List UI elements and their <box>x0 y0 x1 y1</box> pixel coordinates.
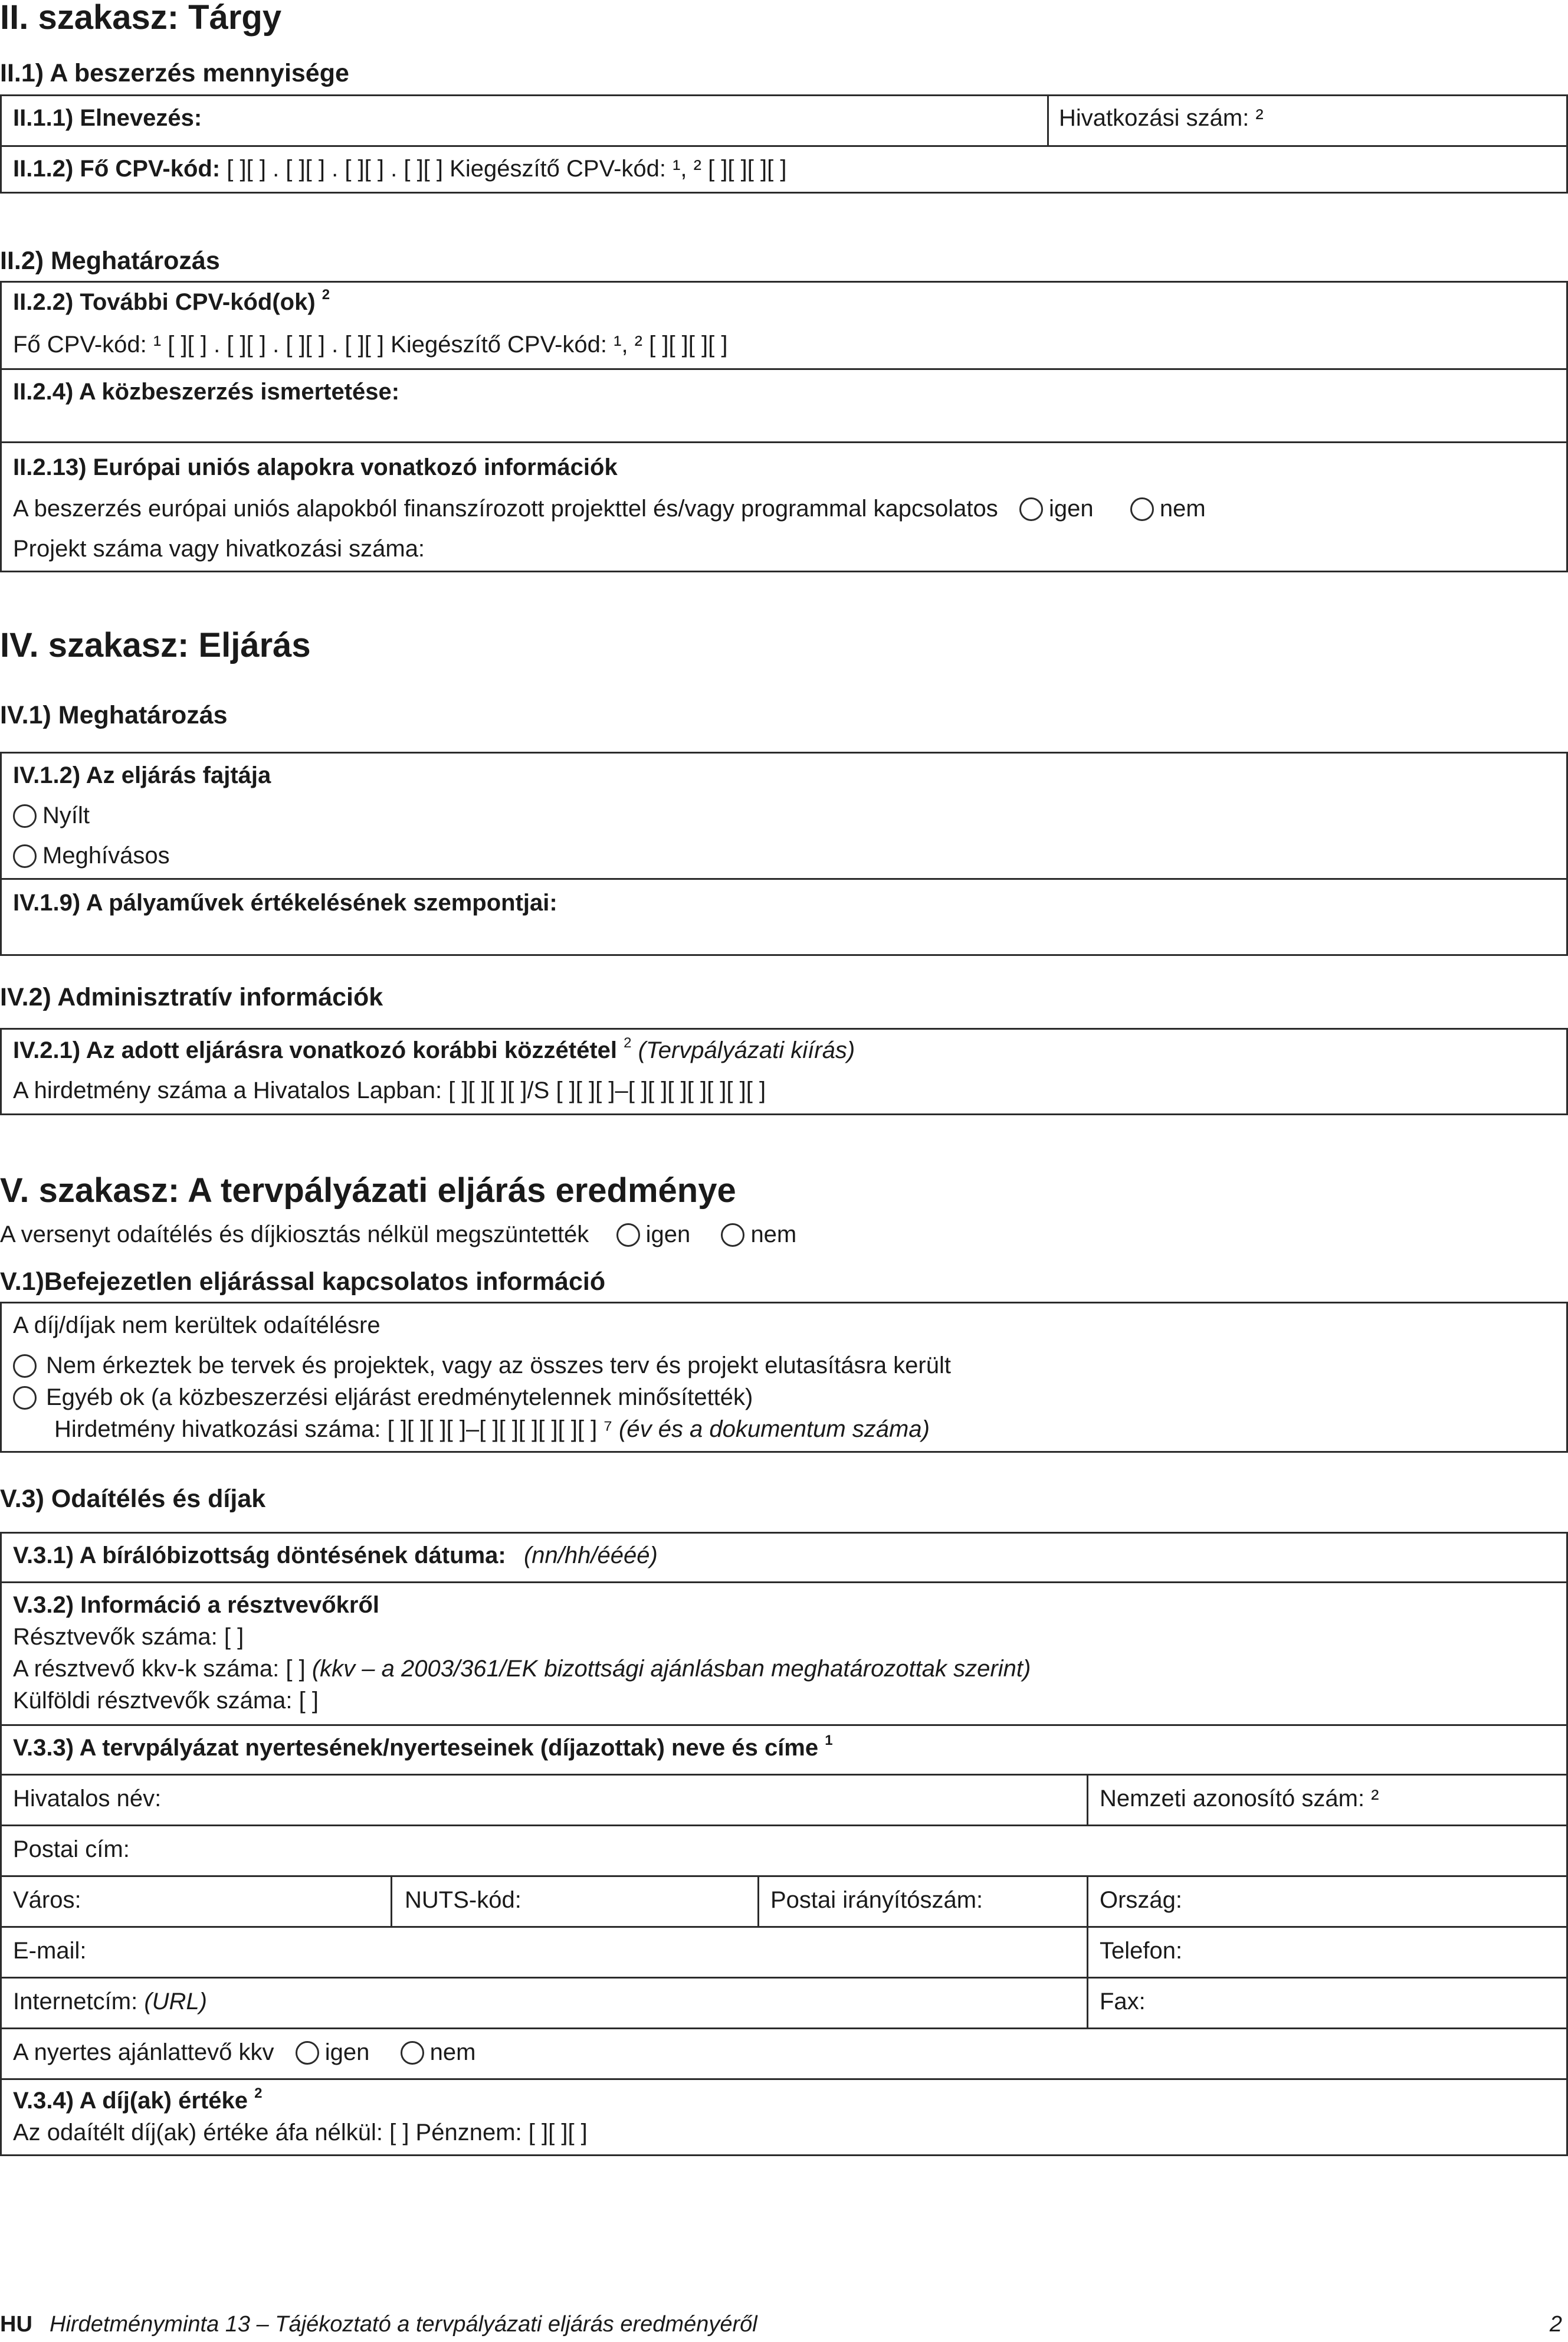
ii24-label: II.2.4) A közbeszerzés ismertetése: <box>13 379 400 405</box>
footer-lang: HU <box>0 2312 32 2337</box>
megszunt-igen-radio[interactable] <box>616 1223 640 1247</box>
ii213-nem-label: nem <box>1159 496 1206 522</box>
meghivasos-radio[interactable] <box>13 844 37 868</box>
varos-field[interactable]: Város: <box>13 1887 81 1913</box>
iv19-label: IV.1.9) A pályaművek értékelésének szempontjai: <box>13 890 557 916</box>
ii111-label: II.1.1) Elnevezés: <box>13 105 202 131</box>
ii22-label: II.2.2) További CPV-kód(ok) $^2$ <box>13 287 330 315</box>
nyertes-kkv-nem-label: nem <box>429 2039 476 2065</box>
footer-page-number: 2 <box>1549 2312 1562 2337</box>
fax-field[interactable]: Fax: <box>1100 1989 1146 2015</box>
kulfoldi-resztvevok: Külföldi résztvevők száma: [ ] <box>13 1688 319 1714</box>
nyilt-option[interactable] <box>13 802 90 829</box>
hivatkozasi-szam: Hivatkozási szám: ² <box>1059 105 1264 131</box>
meghivasos-option[interactable] <box>13 843 170 869</box>
nyilt-radio[interactable] <box>13 804 37 828</box>
postai-iranyitoszam-field[interactable]: Postai irányítószám: <box>770 1887 983 1913</box>
megszunt-igen-label: igen <box>645 1221 691 1247</box>
footer <box>0 2312 757 2337</box>
nyertes-kkv-igen-radio[interactable] <box>296 2041 319 2065</box>
iv12-label: IV.1.2) Az eljárás fajtája <box>13 762 271 788</box>
opt1-option[interactable] <box>13 1352 951 1379</box>
internetcim-note: (URL) <box>144 1989 207 2015</box>
ii112-label: II.1.2) Fő CPV-kód: <box>13 156 221 182</box>
telefon-field[interactable]: Telefon: <box>1100 1938 1183 1964</box>
ii22-sup: 2 <box>322 287 330 303</box>
heading-iv2: IV.2) Adminisztratív információk <box>0 983 383 1011</box>
orszag-field[interactable]: Ország: <box>1100 1887 1183 1913</box>
heading-ii2: II.2) Meghatározás <box>0 247 220 275</box>
resztvevok-szama: Résztvevők száma: [ ] <box>13 1624 244 1650</box>
iv21-sup: 2 <box>624 1035 632 1051</box>
nyilt-label: Nyílt <box>42 802 90 828</box>
v31-note: (nn/hh/éééé) <box>523 1542 658 1568</box>
dij-ertek-line: Az odaítélt díj(ak) értéke áfa nélkül: [ ] Pénznem: [ ][ ][ ] <box>13 2120 588 2146</box>
ii213-igen-radio[interactable] <box>1019 497 1043 521</box>
section-iv-title: IV. szakasz: Eljárás <box>0 626 311 664</box>
v31-label: V.3.1) A bírálóbizottság döntésének dátuma: <box>13 1542 506 1568</box>
opt2-label: Egyéb ok (a közbeszerzési eljárást eredménytelennek minősítették) <box>46 1384 753 1410</box>
opt2-option[interactable] <box>13 1384 753 1411</box>
kkv-note: (kkv – a 2003/361/EK bizottsági ajánlásban meghatározottak szerint) <box>311 1656 1031 1682</box>
nyertes-kkv-row: A nyertes ajánlattevő kkv igen nem <box>13 2039 476 2065</box>
projekt-szama: Projekt száma vagy hivatkozási száma: <box>13 536 425 562</box>
footer-title: Hirdetményminta 13 – Tájékoztató a tervpályázati eljárás eredményéről <box>50 2312 757 2337</box>
v31-row <box>13 1542 658 1569</box>
postai-cim-field[interactable]: Postai cím: <box>13 1836 130 1862</box>
opt1-label: Nem érkeztek be tervek és projektek, vagy az összes terv és projekt elutasításra került <box>46 1352 951 1378</box>
hirdetmeny-line: Hirdetmény hivatkozási száma: [ ][ ][ ][ ]–[ ][ ][ ][ ][ ][ ] ⁷ (év és a dokumentum száma) <box>54 1416 930 1442</box>
heading-v1: V.1)Befejezetlen eljárással kapcsolatos információ <box>0 1267 606 1296</box>
heading-ii1: II.1) A beszerzés mennyisége <box>0 59 349 87</box>
meghivasos-label: Meghívásos <box>42 843 170 869</box>
email-field[interactable]: E-mail: <box>13 1938 87 1964</box>
ii213-line: A beszerzés európai uniós alapokból finanszírozott projekttel és/vagy programmal kapcsolatos igen nem <box>13 496 1206 522</box>
hirdetmeny-note: (év és a dokumentum száma) <box>619 1416 930 1442</box>
nuts-kod-field[interactable]: NUTS-kód: <box>405 1887 521 1913</box>
v33-label: V.3.3) A tervpályázat nyertesének/nyerteseinek (díjazottak) neve és címe $^1$ <box>13 1732 833 1761</box>
iv21-label: IV.2.1) Az adott eljárásra vonatkozó korábbi közzététel $^2$ (Tervpályázati kiírás) <box>13 1035 855 1063</box>
v34-label: V.3.4) A díj(ak) értéke $^2$ <box>13 2085 263 2114</box>
iv21-note: (Tervpályázati kiírás) <box>638 1037 855 1063</box>
ii22-cpv-line: Fő CPV-kód: ¹ [ ][ ] . [ ][ ] . [ ][ ] . [ ][ ] Kiegészítő CPV-kód: ¹, ² [ ][ ][ ][ ] <box>13 332 728 358</box>
ii213-nem-radio[interactable] <box>1130 497 1154 521</box>
hivatalos-nev-field[interactable]: Hivatalos név: <box>13 1786 162 1812</box>
kkv-row: A résztvevő kkv-k száma: [ ] (kkv – a 2003/361/EK bizottsági ajánlásban meghatározottak szerint) <box>13 1656 1031 1682</box>
ii213-label: II.2.13) Európai uniós alapokra vonatkozó információk <box>13 454 618 480</box>
v34-sup: 2 <box>254 2085 263 2101</box>
megszuntettek-line: A versenyt odaítélés és díjkiosztás nélkül megszüntették igen nem <box>0 1221 797 1247</box>
heading-v3: V.3) Odaítélés és díjak <box>0 1485 266 1513</box>
dij-nem-label: A díj/díjak nem kerültek odaítélésre <box>13 1312 380 1338</box>
nyertes-kkv-nem-radio[interactable] <box>401 2041 424 2065</box>
internetcim-field[interactable]: Internetcím: (URL) <box>13 1989 207 2015</box>
megszunt-nem-label: nem <box>750 1221 797 1247</box>
ii112-codes: [ ][ ] . [ ][ ] . [ ][ ] . [ ][ ] Kiegészítő CPV-kód: ¹, ² [ ][ ][ ][ ] <box>227 156 787 182</box>
opt2-radio[interactable] <box>13 1386 37 1410</box>
opt1-radio[interactable] <box>13 1354 37 1378</box>
box-ii2 <box>0 281 1568 572</box>
megszunt-nem-radio[interactable] <box>721 1223 744 1247</box>
iv21-line: A hirdetmény száma a Hivatalos Lapban: [ ][ ][ ][ ]/S [ ][ ][ ]–[ ][ ][ ][ ][ ][ ][ ] <box>13 1077 766 1103</box>
ii213-igen-label: igen <box>1049 496 1094 522</box>
v32-label: V.3.2) Információ a résztvevőkről <box>13 1592 380 1618</box>
v33-sup: 1 <box>825 1732 833 1748</box>
heading-iv1: IV.1) Meghatározás <box>0 701 228 729</box>
section-ii-title: II. szakasz: Tárgy <box>0 0 282 37</box>
nemzeti-azonosito-field[interactable]: Nemzeti azonosító szám: ² <box>1100 1786 1379 1812</box>
section-v-title: V. szakasz: A tervpályázati eljárás eredménye <box>0 1171 736 1210</box>
ii112-row <box>13 156 786 182</box>
nyertes-kkv-igen-label: igen <box>324 2039 370 2065</box>
